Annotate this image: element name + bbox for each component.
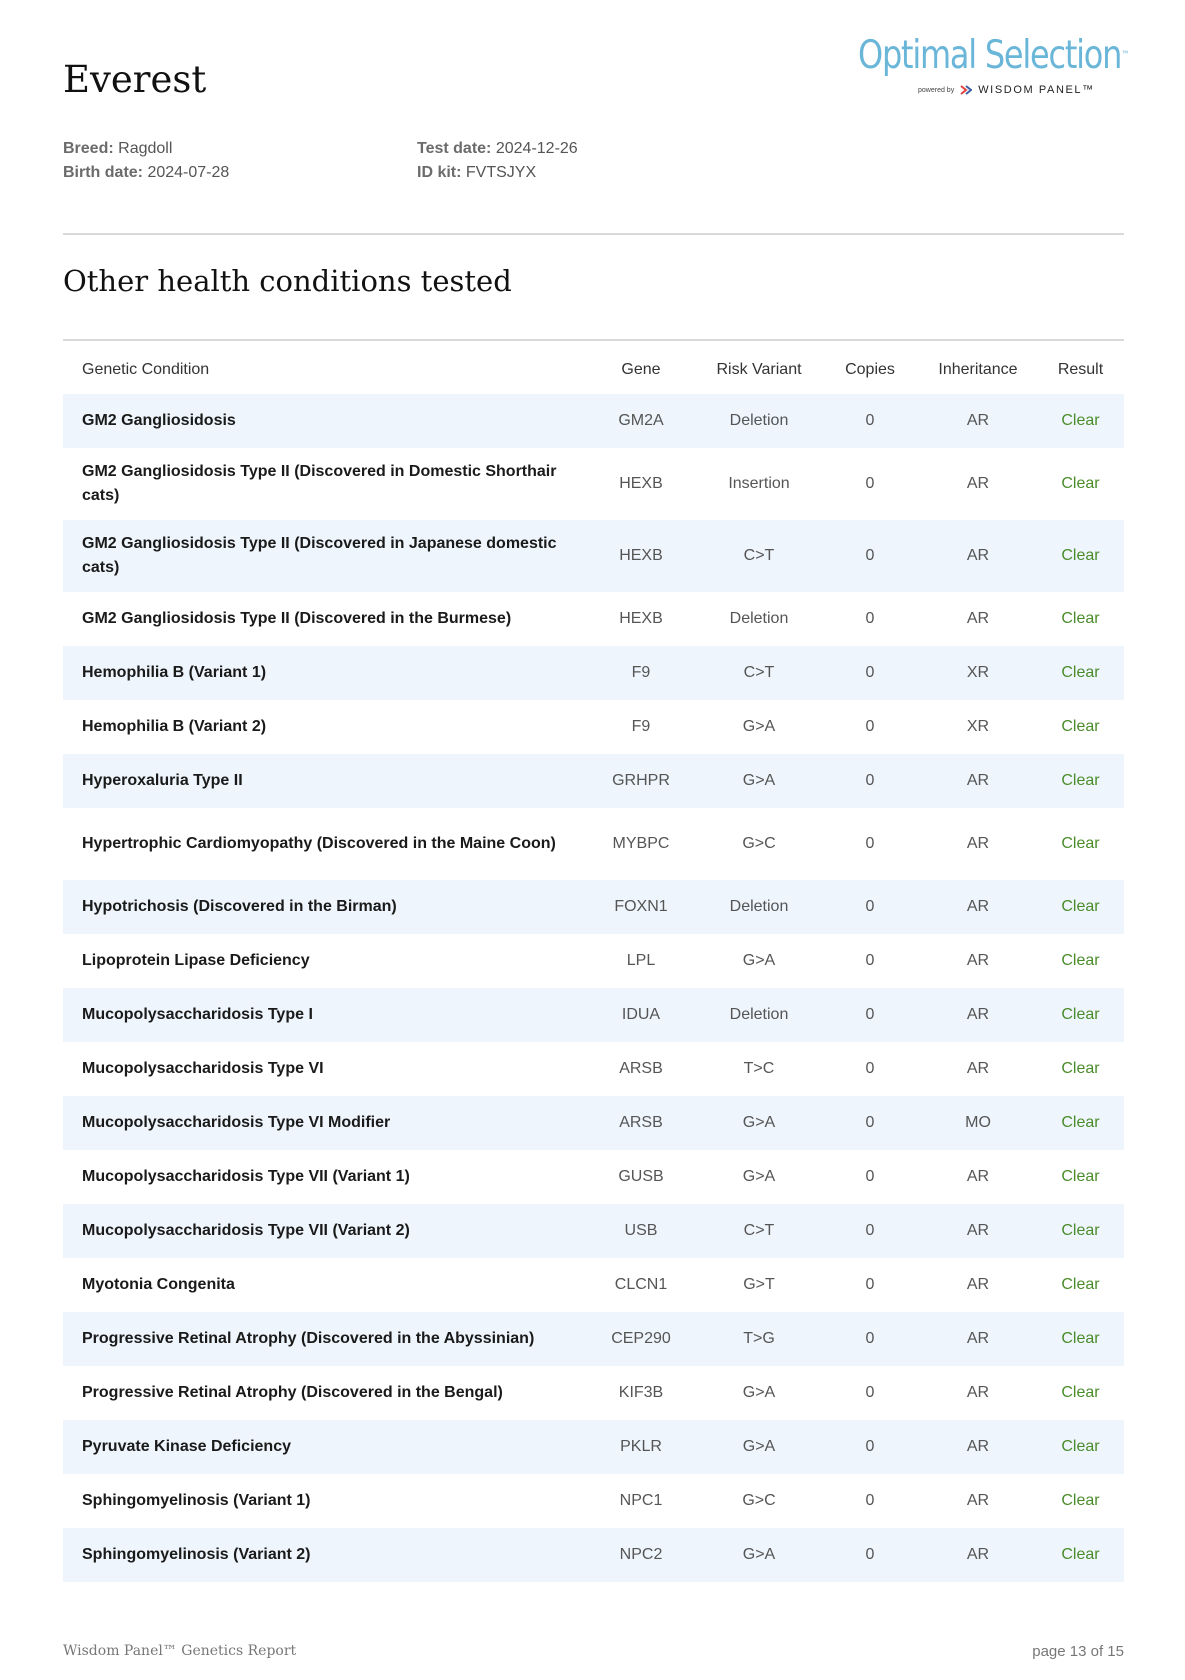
result-cell: Clear [1061, 475, 1100, 492]
gene-cell: NPC2 [619, 1546, 663, 1563]
inheritance-cell: AR [966, 1492, 990, 1509]
result-cell: Clear [1061, 1384, 1100, 1401]
logo-brand: WISDOM PANEL™ [978, 84, 1095, 96]
result-cell: Clear [1061, 412, 1100, 429]
test-date-value: 2024-12-26 [495, 140, 578, 157]
condition-cell: Sphingomyelinosis (Variant 2) [82, 1546, 311, 1563]
section-title: Other health conditions tested [63, 264, 512, 298]
gene-cell: ARSB [619, 1060, 663, 1077]
inheritance-cell: AR [966, 610, 990, 627]
inheritance-cell: AR [966, 1168, 990, 1185]
inheritance-cell: AR [966, 1546, 990, 1563]
copies-cell: 0 [865, 1006, 875, 1023]
condition-cell: Hemophilia B (Variant 2) [82, 718, 267, 735]
gene-cell: LPL [626, 952, 656, 969]
result-cell: Clear [1061, 1546, 1100, 1563]
condition-cell: Mucopolysaccharidosis Type I [82, 1006, 313, 1023]
table-row [63, 1474, 1124, 1528]
result-cell: Clear [1061, 1168, 1100, 1185]
wisdom-panel-mark-icon [960, 84, 972, 96]
header-genetic-condition: Genetic Condition [82, 361, 210, 378]
table-row [63, 448, 1124, 520]
id-kit-label: ID kit: [417, 164, 462, 181]
result-cell: Clear [1061, 1222, 1100, 1239]
risk-variant-cell: C>T [743, 664, 775, 681]
gene-cell: ARSB [619, 1114, 663, 1131]
table-row [63, 754, 1124, 808]
inheritance-cell: MO [965, 1114, 991, 1131]
gene-cell: GM2A [618, 412, 664, 429]
copies-cell: 0 [865, 1114, 875, 1131]
table-row [63, 1366, 1124, 1420]
copies-cell: 0 [865, 1384, 875, 1401]
test-date-label: Test date: [417, 140, 492, 157]
gene-cell: FOXN1 [614, 898, 668, 915]
footer-report-name: Wisdom Panel™ Genetics Report [63, 1643, 297, 1659]
risk-variant-cell: Insertion [728, 475, 790, 492]
breed-label: Breed: [63, 140, 114, 157]
birth-date-line [63, 161, 229, 185]
inheritance-cell: AR [966, 1006, 990, 1023]
risk-variant-cell: C>T [743, 1222, 775, 1239]
copies-cell: 0 [865, 835, 875, 852]
table-header-row [63, 346, 1124, 394]
condition-cell: Hemophilia B (Variant 1) [82, 664, 267, 681]
inheritance-cell: AR [966, 1060, 990, 1077]
health-conditions-table [63, 346, 1124, 1582]
table-row [63, 1096, 1124, 1150]
inheritance-cell: XR [966, 718, 990, 735]
table-row [63, 1204, 1124, 1258]
table-row [63, 394, 1124, 448]
condition-cell: Mucopolysaccharidosis Type VII (Variant 2) [82, 1222, 410, 1239]
condition-cell: Hyperoxaluria Type II [82, 772, 243, 789]
copies-cell: 0 [865, 952, 875, 969]
copies-cell: 0 [865, 610, 875, 627]
copies-cell: 0 [865, 1330, 875, 1347]
risk-variant-cell: G>C [742, 835, 776, 852]
header-divider [63, 233, 1124, 235]
copies-cell: 0 [865, 1222, 875, 1239]
copies-cell: 0 [865, 547, 875, 564]
inheritance-cell: AR [966, 1276, 990, 1293]
meta-left [63, 137, 229, 185]
table-row [63, 1528, 1124, 1582]
logo-powered-by: powered by [918, 86, 955, 94]
inheritance-cell: AR [966, 547, 990, 564]
gene-cell: USB [624, 1222, 658, 1239]
risk-variant-cell: G>A [742, 772, 776, 789]
condition-cell: Progressive Retinal Atrophy (Discovered in the Abyssinian) [82, 1330, 535, 1347]
inheritance-cell: XR [966, 664, 990, 681]
risk-variant-cell: G>A [742, 952, 776, 969]
copies-cell: 0 [865, 1492, 875, 1509]
inheritance-cell: AR [966, 1438, 990, 1455]
table-row [63, 808, 1124, 880]
inheritance-cell: AR [966, 898, 990, 915]
inheritance-cell: AR [966, 475, 990, 492]
condition-cell: Pyruvate Kinase Deficiency [82, 1438, 291, 1455]
risk-variant-cell: G>T [743, 1276, 775, 1293]
result-cell: Clear [1061, 835, 1100, 852]
inheritance-cell: AR [966, 412, 990, 429]
inheritance-cell: AR [966, 1222, 990, 1239]
risk-variant-cell: Deletion [729, 1006, 789, 1023]
header-copies: Copies [845, 361, 895, 378]
gene-cell: CLCN1 [614, 1276, 668, 1293]
inheritance-cell: AR [966, 772, 990, 789]
id-kit-line [417, 161, 578, 185]
result-cell: Clear [1061, 1006, 1100, 1023]
risk-variant-cell: G>A [742, 718, 776, 735]
condition-cell: Hypertrophic Cardiomyopathy (Discovered in the Maine Coon) [82, 835, 556, 852]
risk-variant-cell: G>A [742, 1168, 776, 1185]
condition-cell: Myotonia Congenita [82, 1276, 235, 1293]
copies-cell: 0 [865, 412, 875, 429]
breed-value: Ragdoll [118, 140, 173, 157]
logo-main-text: Optimal Selection [858, 33, 1122, 78]
optimal-selection-logo [858, 33, 1130, 104]
result-cell: Clear [1061, 718, 1100, 735]
inheritance-cell: AR [966, 952, 990, 969]
risk-variant-cell: T>C [743, 1060, 775, 1077]
inheritance-cell: AR [966, 1330, 990, 1347]
copies-cell: 0 [865, 1168, 875, 1185]
gene-cell: HEXB [619, 610, 663, 627]
risk-variant-cell: T>G [743, 1330, 775, 1347]
header-inheritance: Inheritance [938, 361, 1018, 378]
meta-right [417, 137, 578, 185]
copies-cell: 0 [865, 1276, 875, 1293]
risk-variant-cell: Deletion [729, 610, 789, 627]
gene-cell: CEP290 [611, 1330, 671, 1347]
gene-cell: HEXB [619, 475, 663, 492]
condition-cell: Mucopolysaccharidosis Type VI Modifier [82, 1114, 391, 1131]
copies-cell: 0 [865, 898, 875, 915]
condition-cell: GM2 Gangliosidosis Type II (Discovered in the Burmese) [82, 610, 512, 627]
copies-cell: 0 [865, 772, 875, 789]
birth-date-value: 2024-07-28 [147, 164, 230, 181]
condition-cell: Sphingomyelinosis (Variant 1) [82, 1492, 311, 1509]
condition-cell: Mucopolysaccharidosis Type VII (Variant 1) [82, 1168, 410, 1185]
copies-cell: 0 [865, 1438, 875, 1455]
gene-cell: PKLR [620, 1438, 662, 1455]
table-row [63, 1312, 1124, 1366]
header-gene: Gene [621, 361, 661, 378]
copies-cell: 0 [865, 1060, 875, 1077]
gene-cell: F9 [631, 718, 651, 735]
result-cell: Clear [1061, 1330, 1100, 1347]
pet-name: Everest [63, 58, 207, 101]
condition-cell: GM2 Gangliosidosis Type II (Discovered in Domestic Shorthair cats) [82, 463, 557, 504]
breed-line [63, 137, 229, 161]
table-row [63, 1150, 1124, 1204]
table-top-divider [63, 339, 1124, 341]
logo-tm: ™ [1121, 50, 1130, 61]
header-risk-variant: Risk Variant [716, 361, 802, 378]
table-row [63, 1420, 1124, 1474]
result-cell: Clear [1061, 664, 1100, 681]
copies-cell: 0 [865, 664, 875, 681]
gene-cell: GUSB [618, 1168, 664, 1185]
table-row [63, 646, 1124, 700]
risk-variant-cell: C>T [743, 547, 775, 564]
risk-variant-cell: G>C [742, 1492, 776, 1509]
condition-cell: Hypotrichosis (Discovered in the Birman) [82, 898, 397, 915]
gene-cell: HEXB [619, 547, 663, 564]
table-row [63, 988, 1124, 1042]
header-result: Result [1057, 361, 1104, 378]
table-row [63, 700, 1124, 754]
table-row [63, 520, 1124, 592]
risk-variant-cell: G>A [742, 1114, 776, 1131]
gene-cell: GRHPR [612, 772, 670, 789]
gene-cell: KIF3B [618, 1384, 664, 1401]
table-row [63, 934, 1124, 988]
id-kit-value: FVTSJYX [465, 164, 537, 181]
test-date-line [417, 137, 578, 161]
gene-cell: NPC1 [619, 1492, 663, 1509]
inheritance-cell: AR [966, 835, 990, 852]
table-row [63, 1042, 1124, 1096]
logo-subline [918, 84, 1095, 96]
inheritance-cell: AR [966, 1384, 990, 1401]
result-cell: Clear [1061, 547, 1100, 564]
result-cell: Clear [1061, 1276, 1100, 1293]
result-cell: Clear [1061, 1114, 1100, 1131]
result-cell: Clear [1061, 610, 1100, 627]
condition-cell: Progressive Retinal Atrophy (Discovered in the Bengal) [82, 1384, 503, 1401]
gene-cell: F9 [631, 664, 651, 681]
result-cell: Clear [1061, 772, 1100, 789]
condition-cell: GM2 Gangliosidosis [82, 412, 236, 429]
risk-variant-cell: G>A [742, 1384, 776, 1401]
condition-cell: GM2 Gangliosidosis Type II (Discovered in Japanese domestic cats) [82, 535, 557, 576]
risk-variant-cell: Deletion [729, 898, 789, 915]
result-cell: Clear [1061, 898, 1100, 915]
risk-variant-cell: Deletion [729, 412, 789, 429]
copies-cell: 0 [865, 475, 875, 492]
gene-cell: IDUA [621, 1006, 661, 1023]
table-row [63, 592, 1124, 646]
result-cell: Clear [1061, 1438, 1100, 1455]
risk-variant-cell: G>A [742, 1546, 776, 1563]
risk-variant-cell: G>A [742, 1438, 776, 1455]
birth-date-label: Birth date: [63, 164, 143, 181]
table-row [63, 880, 1124, 934]
condition-cell: Lipoprotein Lipase Deficiency [82, 952, 310, 969]
footer-page-number: page 13 of 15 [1032, 1643, 1124, 1660]
copies-cell: 0 [865, 718, 875, 735]
result-cell: Clear [1061, 952, 1100, 969]
result-cell: Clear [1061, 1492, 1100, 1509]
result-cell: Clear [1061, 1060, 1100, 1077]
gene-cell: MYBPC [612, 835, 670, 852]
condition-cell: Mucopolysaccharidosis Type VI [82, 1060, 324, 1077]
copies-cell: 0 [865, 1546, 875, 1563]
table-row [63, 1258, 1124, 1312]
